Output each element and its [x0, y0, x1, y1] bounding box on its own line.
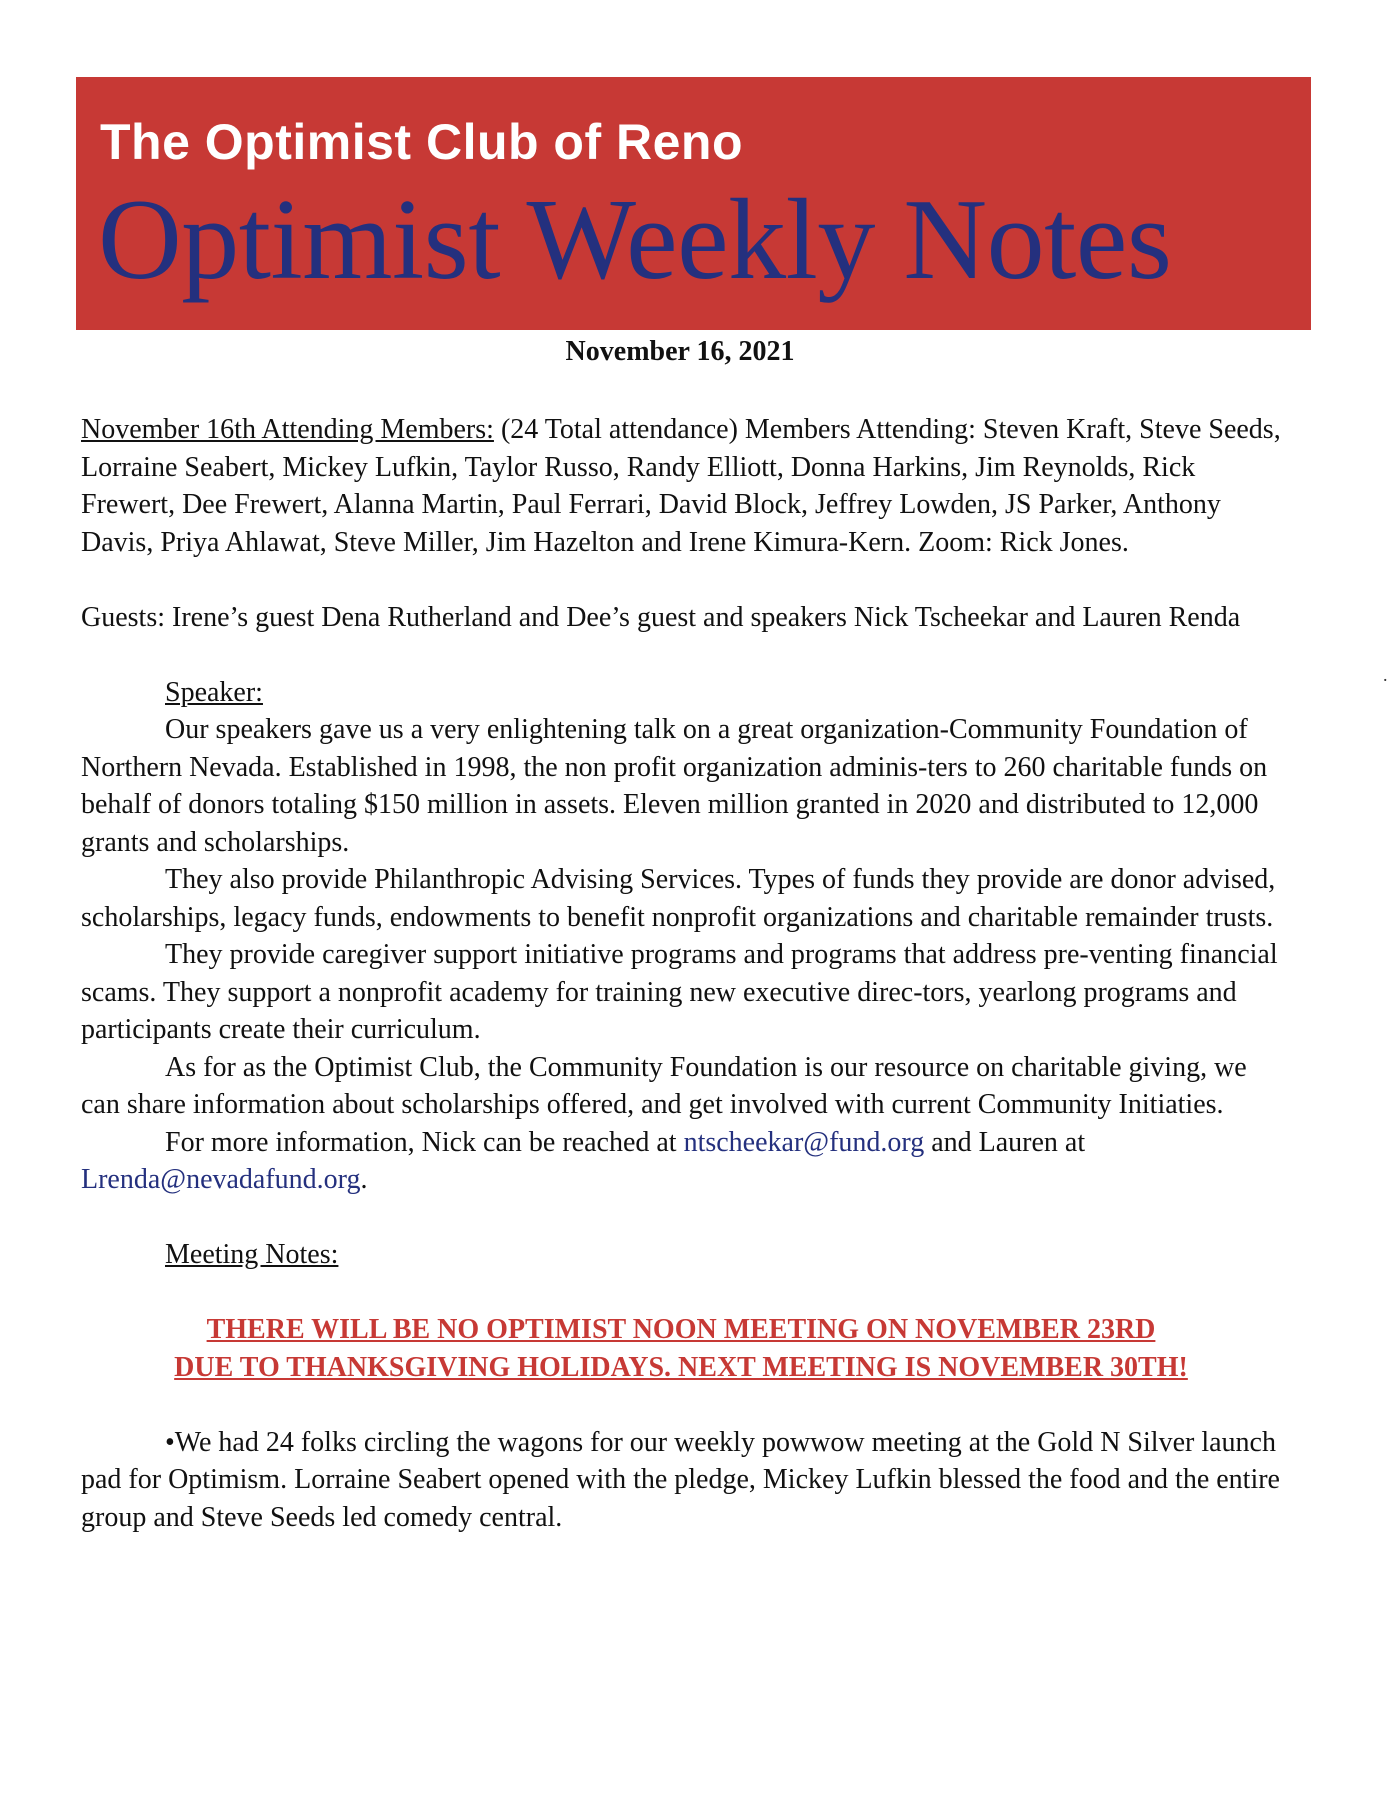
holiday-alert-line-2: DUE TO THANKSGIVING HOLIDAYS. NEXT MEETING IS NOVEMBER 30TH!	[174, 1351, 1188, 1383]
guests-paragraph: Guests: Irene’s guest Dena Rutherland and Dee’s guest and speakers Nick Tscheekar and Lauren Renda	[81, 601, 1241, 633]
attendance-label: November 16th Attending Members:	[81, 414, 494, 445]
issue-date: November 16, 2021	[565, 336, 795, 367]
contact-prefix: For more information, Nick can be reached at	[165, 1126, 684, 1158]
contact-paragraph	[81, 1124, 1281, 1199]
club-name: The Optimist Club of Reno	[100, 114, 744, 170]
meeting-notes-heading: Meeting Notes:	[165, 1239, 339, 1270]
attendance-paragraph	[81, 411, 1281, 561]
contact-suffix: .	[360, 1164, 368, 1195]
speaker-heading: Speaker:	[165, 676, 263, 708]
contact-middle: and Lauren at	[924, 1126, 1086, 1158]
speaker-paragraph-1: Our speakers gave us a very enlightening talk on a great organization-Community Foundation of Northern Nevada. Established in 1998, the non profit organization adminis-ters to 260 charitable funds on behalf of donors totaling $150 million in assets. Eleven million granted in 2020 and distributed to 12,000 grants and scholarships.	[81, 714, 1268, 858]
email-link-nick[interactable]: ntscheekar@fund.org	[683, 1126, 925, 1158]
holiday-alert-line-1: THERE WILL BE NO OPTIMIST NOON MEETING ON NOVEMBER 23RD	[206, 1314, 1156, 1345]
newsletter-body	[81, 411, 1281, 1536]
speaker-paragraph-4: As for as the Optimist Club, the Community Foundation is our resource on charitable giving, we can share information about scholarships offered, and get involved with current Community Initiaties.	[81, 1051, 1247, 1120]
speaker-paragraph-2: They also provide Philanthropic Advising Services. Types of funds they provide are donor advised, scholarships, legacy funds, endowments to benefit nonprofit organizations and charitable remainder trusts.	[81, 864, 1276, 933]
meeting-note-bullet: •We had 24 folks circling the wagons for our weekly powwow meeting at the Gold N Silver launch pad for Optimism. Lorraine Seabert opened with the pledge, Mickey Lufkin blessed the food and the entire group and Steve Seeds led comedy central.	[81, 1426, 1280, 1533]
meeting-notes-section	[81, 1236, 1281, 1274]
margin-mark: .	[1383, 665, 1388, 685]
newsletter-title: Optimist Weekly Notes	[98, 176, 1172, 304]
speaker-section	[81, 674, 1281, 712]
masthead-banner	[76, 77, 1311, 330]
email-link-lauren[interactable]: Lrenda@nevadafund.org	[81, 1164, 361, 1195]
attendance-text: (24 Total attendance) Members Attending: Steven Kraft, Steve Seeds, Lorraine Seabert, Mickey Lufkin, Taylor Russo, Randy Elliott, Donna Harkins, Jim Reynolds, Rick Frewert, Dee Frewert, Alanna Martin, Paul Ferrari, David Block, Jeffrey Lowden, JS Parker, Anthony Davis, Priya Ahlawat, Steve Miller, Jim Hazelton and Irene Kimura-Kern. Zoom: Rick Jones.	[81, 414, 1281, 558]
speaker-paragraph-3: They provide caregiver support initiative programs and programs that address pre-venting financial scams. They support a nonprofit academy for training new executive direc-tors, yearlong programs and participants create their curriculum.	[81, 939, 1278, 1045]
